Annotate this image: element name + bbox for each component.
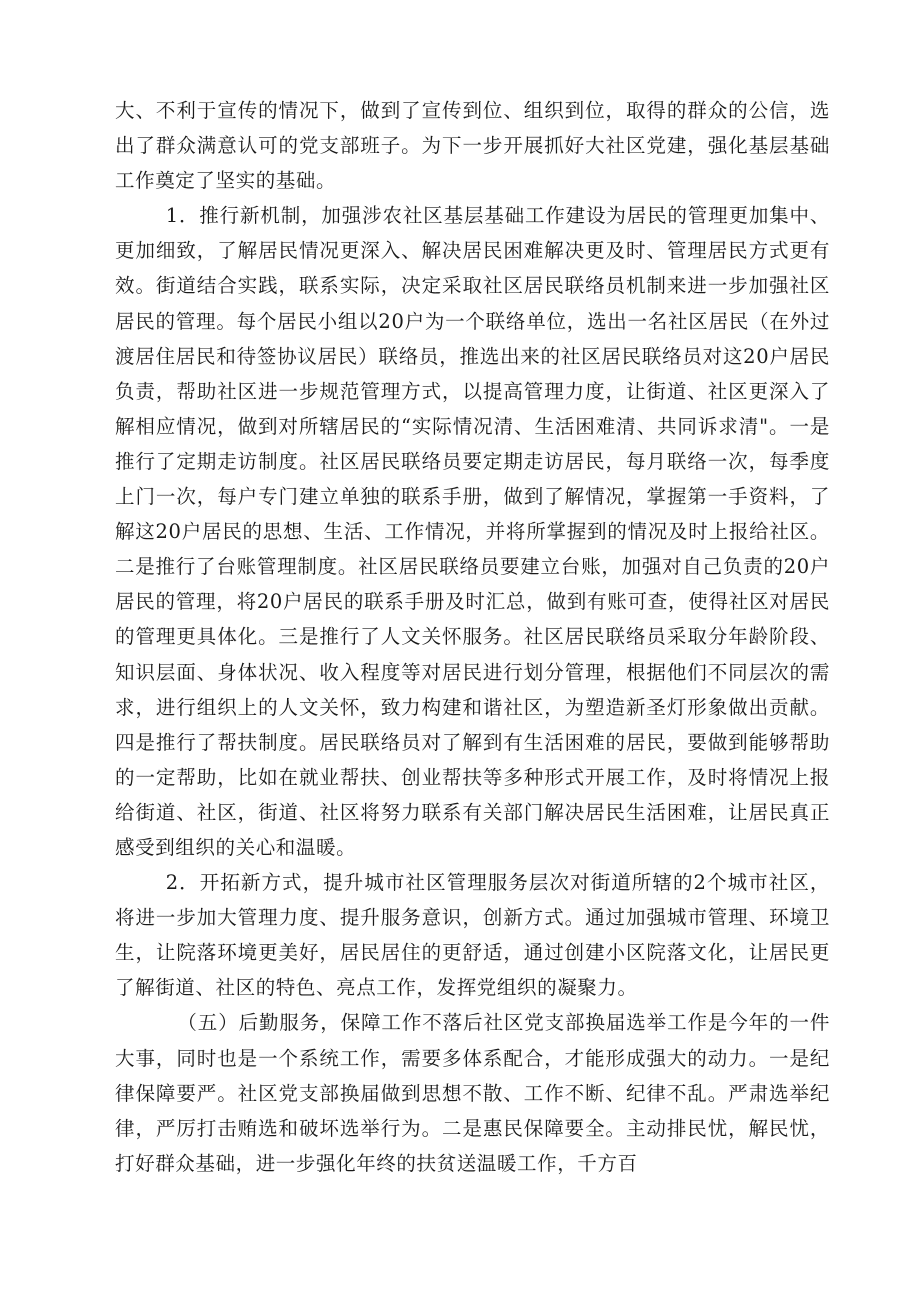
paragraph-new-mechanism: 1．推行新机制，加强涉农社区基层基础工作建设为居民的管理更加集中、更加细致，了解居民情况更深入、解决居民困难解决更及时、管理居民方式更有效。街道结合实践，联系实际，决定采取社区居民联络员机制来进一步加强社区居民的管理。每个居民小组以20户为一个联络单位，选出一名社区居民（在外过渡居住居民和待签协议居民）联络员，推选出来的社区居民联络员对这20户居民负责，帮助社区进一步规范管理方式，以提高管理力度，让街道、社区更深入了解相应情况，做到对所辖居民的“实际情况清、生活困难清、共同诉求清"。一是推行了定期走访制度。社区居民联络员要定期走访居民，每月联络一次，每季度上门一次，每户专门建立单独的联系手册，做到了解情况，掌握第一手资料，了解这20户居民的思想、生活、工作情况，并将所掌握到的情况及时上报给社区。二是推行了台账管理制度。社区居民联络员要建立台账，加强对自己负责的20户居民的管理，将20户居民的联系手册及时汇总，做到有账可查，使得社区对居民的管理更具体化。三是推行了人文关怀服务。社区居民联络员采取分年龄阶段、知识层面、身体状况、收入程度等对居民进行划分管理，根据他们不同层次的需求，进行组织上的人文关怀，致力构建和谐社区，为塑造新圣灯形象做出贡献。四是推行了帮扶制度。居民联络员对了解到有生活困难的居民，要做到能够帮助的一定帮助，比如在就业帮扶、创业帮扶等多种形式开展工作，及时将情况上报给街道、社区，街道、社区将努力联系有关部门解决居民生活困难，让居民真正感受到组织的关心和温暖。 [115,204,830,859]
document-body [115,93,830,1181]
paragraph-continuation: 大、不利于宣传的情况下，做到了宣传到位、组织到位，取得的群众的公信，选出了群众满意认可的党支部班子。为下一步开展抓好大社区党建，强化基层基础工作奠定了坚实的基础。 [115,99,830,193]
paragraph-new-approach: 2．开拓新方式，提升城市社区管理服务层次对街道所辖的2个城市社区，将进一步加大管理力度、提升服务意识，创新方式。通过加强城市管理、环境卫生，让院落环境更美好，居民居住的更舒适，通过创建小区院落文化，让居民更了解街道、社区的特色、亮点工作，发挥党组织的凝聚力。 [115,871,830,1000]
paragraph-logistics-service: （五）后勤服务，保障工作不落后社区党支部换届选举工作是今年的一件大事，同时也是一个系统工作，需要多体系配合，才能形成强大的动力。一是纪律保障要严。社区党支部换届做到思想不散、工作不断、纪律不乱。严肃选举纪律，严厉打击贿选和破坏选举行为。二是惠民保障要全。主动排民忧，解民忧，打好群众基础，进一步强化年终的扶贫送温暖工作，千方百 [115,1011,830,1175]
